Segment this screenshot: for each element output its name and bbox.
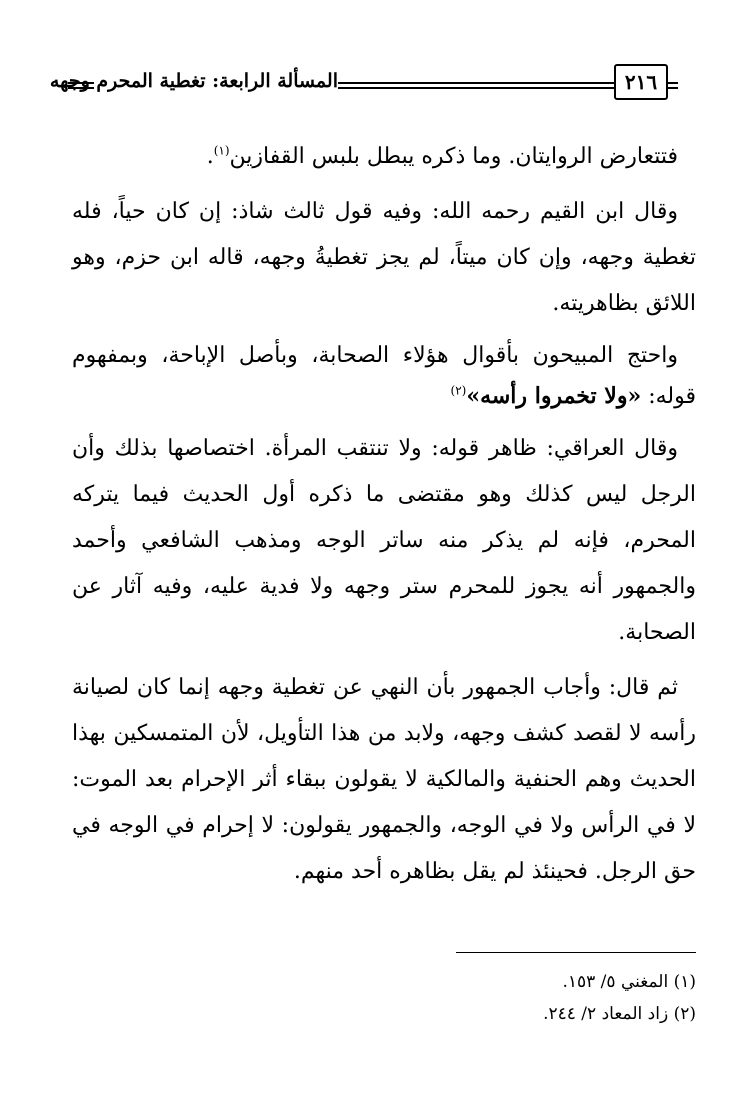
footnotes: [372, 966, 696, 1030]
footnote-ref-2: (٢): [450, 383, 467, 398]
paragraph-3-text: واحتج المبيحون بأقوال هؤلاء الصحابة، وبأصل الإباحة، وبمفهوم قوله:: [72, 343, 696, 409]
footnote-ref-1: (١): [213, 143, 230, 158]
footnote-divider: [456, 952, 696, 953]
page-number: ٢١٦: [614, 64, 668, 100]
paragraph-5: [72, 665, 696, 895]
body-text: [72, 134, 696, 904]
paragraph-1-tail: .: [206, 144, 214, 169]
footnote-1: (١) المغني ٥/ ١٥٣.: [562, 972, 696, 992]
header-title: المسألة الرابعة: تغطية المحرم وجهه: [49, 70, 338, 92]
paragraph-4-text: وقال العراقي: ظاهر قوله: ولا تنتقب المرأة. اختصاصها بذلك وأن الرجل ليس كذلك وهو مقتضى ما ذكره أول الحديث فيما يتركه المحرم، فإنه لم يذكر منه ساتر الوجه ومذهب الشافعي وأحمد والجمهور أنه يجوز للمحرم ستر وجهه ولا فدية عليه، وفيه آثار عن الصحابة.: [72, 436, 696, 645]
paragraph-3: [72, 336, 696, 417]
paragraph-4: [72, 426, 696, 656]
running-header: [49, 62, 688, 112]
paragraph-5-text: ثم قال: وأجاب الجمهور بأن النهي عن تغطية وجهه إنما كان لصيانة رأسه لا لقصد كشف وجهه، ولابد من هذا التأويل، لأن المتمسكين بهذا الحديث وهم الحنفية والمالكية لا يقولون ببقاء أثر الإحرام بعد الموت: لا في الرأس ولا في الوجه، والجمهور يقولون: لا إحرام في الوجه في حق الرجل. فحينئذ لم يقل بظاهره أحد منهم.: [72, 675, 696, 884]
paragraph-2-text: وقال ابن القيم رحمه الله: وفيه قول ثالث شاذ: إن كان حياً، فله تغطية وجهه، وإن كان ميتاً، لم يجز تغطيةُ وجهه، قاله ابن حزم، وهو اللائق بظاهريته.: [72, 199, 696, 316]
hadith-quote: «ولا تخمروا رأسه»: [466, 383, 642, 409]
footnote-2: (٢) زاد المعاد ٢/ ٢٤٤.: [543, 1004, 696, 1024]
paragraph-2: [72, 189, 696, 327]
paragraph-1: [72, 134, 696, 180]
paragraph-1-text: فتتعارض الروايتان. وما ذكره يبطل بلبس القفازين: [229, 144, 678, 169]
